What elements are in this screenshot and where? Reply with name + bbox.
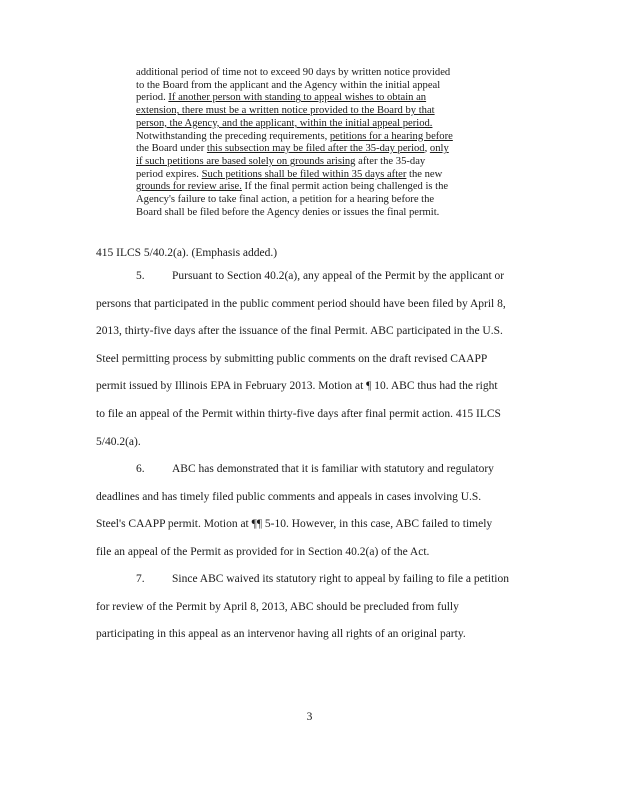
quote-text: Board shall be filed before the Agency denies or issues the final permit. bbox=[136, 206, 440, 218]
paragraph-line bbox=[96, 572, 536, 600]
paragraph-line bbox=[96, 490, 536, 518]
quote-text: the Board under bbox=[136, 143, 207, 155]
quote-line bbox=[136, 181, 516, 194]
paragraph-5 bbox=[96, 269, 536, 462]
paragraph-line bbox=[96, 545, 536, 573]
quote-line bbox=[136, 207, 516, 220]
quote-text: additional period of time not to exceed 90 days by written notice provided bbox=[136, 67, 451, 78]
paragraph-number: 5. bbox=[136, 270, 145, 282]
quote-line bbox=[136, 80, 516, 93]
paragraph-text: deadlines and has timely filed public comments and appeals in cases involving U.S. bbox=[96, 490, 482, 503]
paragraph-line bbox=[96, 462, 536, 490]
quote-text: If the final permit action being challenged is the bbox=[241, 181, 449, 193]
paragraph-text: 5/40.2(a). bbox=[96, 435, 141, 448]
paragraph-line bbox=[96, 269, 536, 297]
quote-text: after the 35-day bbox=[355, 155, 426, 167]
paragraph-text: 2013, thirty-five days after the issuance of the final Permit. ABC participated in the U.S. bbox=[96, 325, 503, 338]
quote-text: Agency's failure to take final action, a petition for a hearing before the bbox=[136, 194, 435, 206]
paragraph-text: to file an appeal of the Permit within thirty-five days after final permit action. 415 ILCS bbox=[96, 407, 501, 420]
quote-line bbox=[136, 194, 516, 207]
paragraph-line bbox=[96, 627, 536, 655]
quote-line bbox=[136, 169, 516, 182]
quote-text: Notwithstanding the preceding requirements, bbox=[136, 130, 330, 142]
quote-line bbox=[136, 131, 516, 144]
page-number: 3 bbox=[306, 711, 313, 723]
paragraph-text: file an appeal of the Permit as provided for in Section 40.2(a) of the Act. bbox=[96, 545, 430, 558]
underlined-text: petitions for a hearing before bbox=[329, 130, 453, 142]
quote-text: to the Board from the applicant and the Agency within the initial appeal bbox=[136, 79, 441, 91]
paragraph-text: ABC has demonstrated that it is familiar with statutory and regulatory bbox=[172, 463, 494, 475]
underlined-text: grounds for review arise. bbox=[136, 181, 242, 193]
statute-citation: 415 ILCS 5/40.2(a). (Emphasis added.) bbox=[96, 247, 278, 259]
quote-line bbox=[136, 118, 516, 131]
paragraph-line bbox=[96, 352, 536, 380]
quote-text: the new bbox=[406, 168, 443, 180]
paragraph-line bbox=[96, 435, 536, 463]
paragraph-text: permit issued by Illinois EPA in February 2013. Motion at ¶ 10. ABC thus had the right bbox=[96, 380, 498, 393]
paragraph-6 bbox=[96, 462, 536, 572]
paragraph-number: 6. bbox=[136, 463, 145, 475]
paragraph-line bbox=[96, 379, 536, 407]
quote-text: period. bbox=[136, 92, 169, 104]
underlined-text: if such petitions are based solely on grounds arising bbox=[136, 155, 356, 167]
underlined-text: this subsection may be filed after the 35-day period bbox=[206, 143, 425, 155]
quote-line bbox=[136, 143, 516, 156]
paragraph-line bbox=[96, 297, 536, 325]
paragraph-text: persons that participated in the public comment period should have been filed by April 8, bbox=[96, 297, 506, 310]
paragraph-line bbox=[96, 407, 536, 435]
block-quote bbox=[136, 67, 516, 219]
paragraph-7 bbox=[96, 572, 536, 655]
paragraph-text: participating in this appeal as an intervenor having all rights of an original party. bbox=[96, 628, 466, 641]
paragraph-text: Steel permitting process by submitting public comments on the draft revised CAAPP bbox=[96, 352, 488, 365]
paragraph-text: Since ABC waived its statutory right to appeal by failing to file a petition bbox=[172, 573, 509, 585]
underlined-text: only bbox=[429, 143, 449, 155]
quote-line bbox=[136, 67, 516, 80]
underlined-text: Such petitions shall be filed within 35 days after bbox=[201, 168, 407, 180]
paragraph-text: Steel's CAAPP permit. Motion at ¶¶ 5-10. However, in this case, ABC failed to timely bbox=[96, 518, 493, 531]
quote-line bbox=[136, 156, 516, 169]
paragraph-line bbox=[96, 324, 536, 352]
quote-text: period expires. bbox=[136, 168, 202, 180]
quote-line bbox=[136, 105, 516, 118]
paragraph-number: 7. bbox=[136, 573, 145, 585]
paragraph-line bbox=[96, 517, 536, 545]
underlined-text: If another person with standing to appeal wishes to obtain an bbox=[168, 92, 427, 104]
paragraph-text: Pursuant to Section 40.2(a), any appeal of the Permit by the applicant or bbox=[172, 270, 505, 282]
underlined-text: person, the Agency, and the applicant, within the initial appeal period. bbox=[136, 117, 433, 129]
quote-line bbox=[136, 92, 516, 105]
quote-text: , bbox=[424, 143, 430, 155]
paragraph-line bbox=[96, 600, 536, 628]
underlined-text: extension, there must be a written notice provided to the Board by that bbox=[136, 105, 435, 117]
paragraph-text: for review of the Permit by April 8, 2013, ABC should be precluded from fully bbox=[96, 600, 459, 613]
